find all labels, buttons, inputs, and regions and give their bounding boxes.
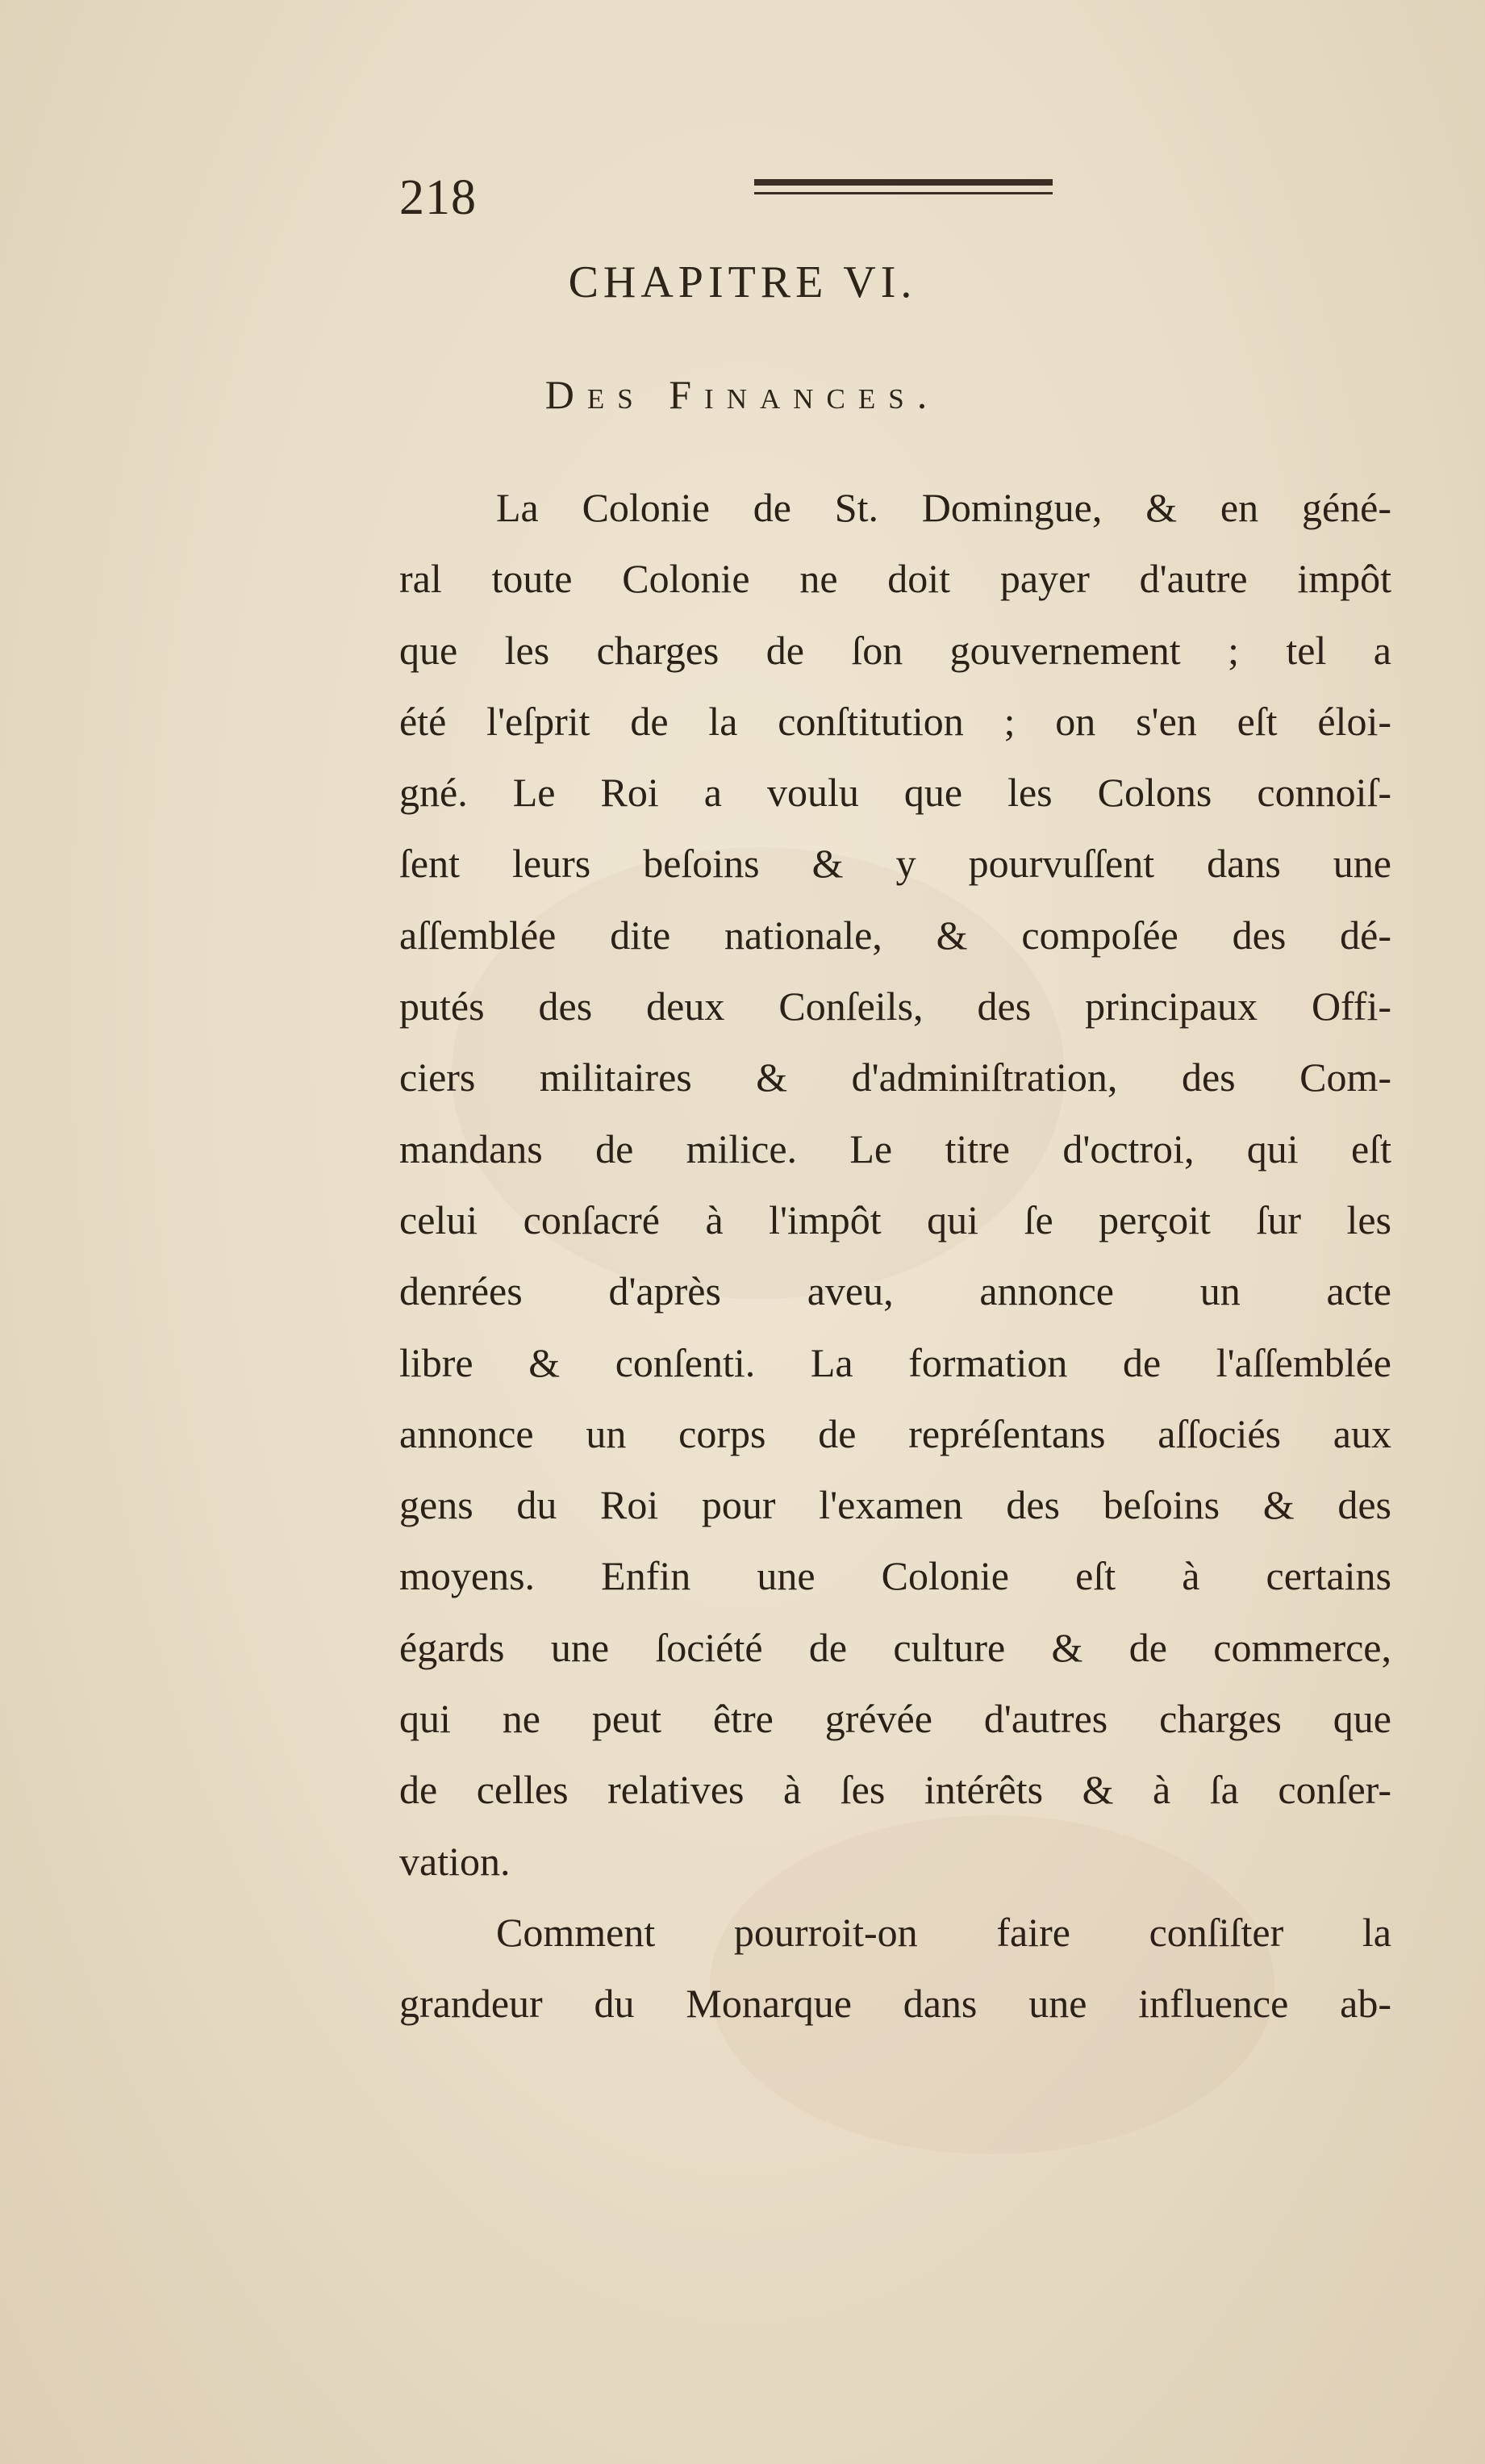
header-rule-thin: [754, 192, 1053, 194]
text-line: Comment pourroit-on faire conſiſter la: [496, 1909, 1391, 1955]
text-line: mandans de milice. Le titre d'octroi, qui eſt: [399, 1126, 1391, 1171]
section-title: Des Finances.: [544, 372, 941, 417]
text-line: gné. Le Roi a voulu que les Colons connoiſ-: [399, 770, 1391, 816]
body-text: [399, 472, 1391, 2040]
text-line: qui ne peut être grévée d'autres charges que: [399, 1696, 1391, 1742]
text-line: putés des deux Conſeils, des principaux Offi-: [399, 984, 1391, 1029]
text-line: égards une ſociété de culture & de commerce,: [399, 1624, 1391, 1670]
text-line: La Colonie de St. Domingue, & en géné-: [496, 485, 1391, 530]
running-head: [399, 161, 1077, 234]
text-line: grandeur du Monarque dans une influence ab-: [399, 1981, 1391, 2027]
text-line: ſent leurs beſoins & y pourvuſſent dans une: [399, 841, 1391, 887]
text-line: gens du Roi pour l'examen des beſoins & des: [399, 1482, 1391, 1528]
text-line: celui conſacré à l'impôt qui ſe perçoit ſur les: [399, 1197, 1391, 1242]
text-line: que les charges de ſon gouvernement ; tel a: [399, 627, 1391, 673]
text-line: moyens. Enfin une Colonie eſt à certains: [399, 1553, 1391, 1599]
text-line: denrées d'après aveu, annonce un acte: [399, 1268, 1391, 1314]
text-line: vation.: [399, 1838, 511, 1884]
header-rule: [754, 179, 1053, 186]
text-line: été l'eſprit de la conſtitution ; on s'en eſt éloi-: [399, 698, 1391, 744]
text-line: libre & conſenti. La formation de l'aſſemblée: [399, 1339, 1391, 1385]
page-number: 218: [399, 170, 477, 225]
text-line: ral toute Colonie ne doit payer d'autre impôt: [399, 556, 1391, 602]
text-line: aſſemblée dite nationale, & compoſée des dé-: [399, 912, 1391, 958]
text-line: annonce un corps de repréſentans aſſociés aux: [399, 1410, 1391, 1456]
text-line: ciers militaires & d'adminiſtration, des Com-: [399, 1055, 1391, 1100]
chapter-title: CHAPITRE VI.: [568, 257, 917, 307]
text-line: de celles relatives à ſes intérêts & à ſa conſer-: [399, 1767, 1391, 1813]
